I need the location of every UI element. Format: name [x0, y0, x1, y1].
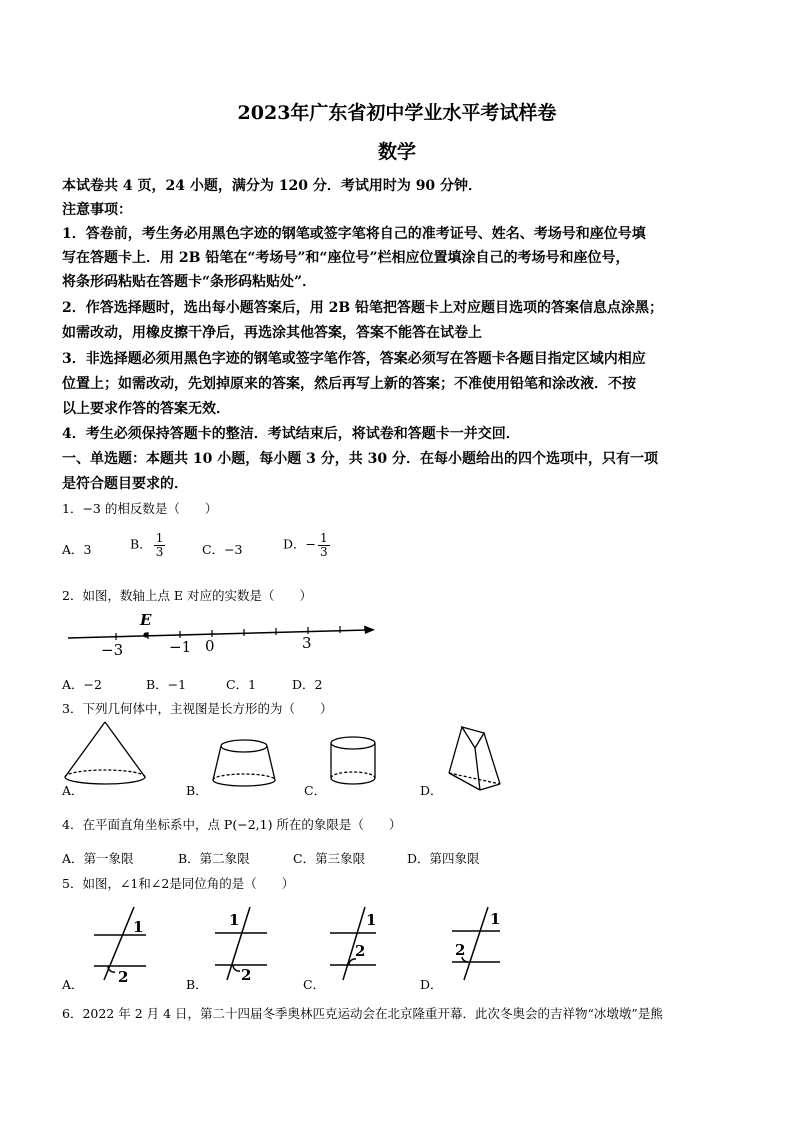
q4-option-b: B．第二象限	[178, 851, 250, 866]
notice-line: 1．答卷前，考生务必用黑色字迹的钢笔或签字笔将自己的准考证号、姓名、考场号和座位号填	[62, 226, 646, 242]
q3-option-c: C．	[304, 783, 327, 798]
q5-option-a: A．	[62, 977, 84, 992]
q2-stem: 2．如图，数轴上点 E 对应的实数是（ ）	[62, 588, 313, 603]
q3-option-a: A．	[62, 783, 84, 798]
notice-line: 写在答题卡上．用 2B 铅笔在“考场号”和“座位号”栏相应位置填涂自己的考场号和座位号，	[62, 250, 630, 266]
angle-label-1: 1	[490, 910, 501, 928]
q2-option-b: B．−1	[146, 677, 187, 692]
angle-label-2: 2	[355, 942, 366, 960]
angle-figure-a	[94, 907, 146, 986]
notice-line: 以上要求作答的答案无效．	[62, 401, 230, 417]
q1-option-c: C．−3	[202, 542, 243, 557]
q4-option-d: D．第四象限	[407, 851, 480, 866]
q6-stem: 6．2022 年 2 月 4 日，第二十四届冬季奥林匹克运动会在北京隆重开幕．此次冬奥会的吉祥物“冰墩墩”是熊	[62, 1006, 663, 1021]
q2-option-c: C．1	[226, 677, 257, 692]
notice-line: 2．作答选择题时，选出每小题答案后，用 2B 铅笔把答题卡上对应题目选项的答案信息点涂黑；	[62, 300, 664, 316]
q1-option-d-label: D．−	[283, 536, 316, 552]
q5-option-b: B．	[186, 977, 208, 992]
angle-label-1: 1	[366, 911, 377, 929]
angle-figure-b	[215, 907, 267, 984]
fraction-num: 1	[155, 531, 164, 545]
angle-label-1: 1	[133, 918, 144, 936]
angle-label-2: 2	[455, 941, 466, 959]
angle-label-2: 2	[118, 968, 129, 986]
q1-option-a: A．3	[62, 542, 92, 557]
notice-line: 如需改动，用橡皮擦干净后，再选涂其他答案，答案不能答在试卷上	[62, 325, 482, 341]
notice-line: 4．考生必须保持答题卡的整洁．考试结束后，将试卷和答题卡一并交回．	[62, 426, 520, 442]
angle-figure-d	[452, 907, 500, 980]
q3-stem: 3．下列几何体中，主视图是长方形的为（ ）	[62, 701, 333, 716]
q3-option-d: D．	[420, 783, 443, 798]
q4-option-a: A．第一象限	[62, 851, 134, 866]
tick-label: −3	[101, 641, 124, 659]
tick-label: −1	[169, 638, 192, 656]
tick-label: 3	[302, 634, 312, 652]
q3-option-b: B．	[186, 783, 208, 798]
point-e-label: E	[140, 611, 152, 629]
angle-figure-c	[330, 907, 376, 980]
exam-summary: 本试卷共 4 页，24 小题，满分为 120 分．考试用时为 90 分钟．	[62, 178, 483, 194]
subject-title: 数学	[377, 141, 416, 163]
exam-title: 2023年广东省初中学业水平考试样卷	[237, 102, 557, 124]
q5-stem: 5．如图，∠1和∠2是同位角的是（ ）	[62, 876, 295, 891]
q4-option-c: C．第三象限	[293, 851, 366, 866]
q5-option-c: C．	[303, 977, 326, 992]
q1-option-b-label: B．	[130, 536, 152, 552]
q4-stem: 4．在平面直角坐标系中，点 P(−2,1) 所在的象限是（ ）	[62, 817, 402, 832]
angle-label-2: 2	[241, 966, 252, 984]
q1-stem: 1．−3 的相反数是（ ）	[62, 501, 218, 516]
fraction-den: 3	[320, 544, 328, 559]
section-heading: 一、单选题：本题共 10 小题，每小题 3 分，共 30 分．在每小题给出的四个选项中，只有一项	[62, 451, 658, 467]
notice-line: 位置上；如需改动，先划掉原来的答案，然后再写上新的答案；不准使用铅笔和涂改液．不按	[62, 376, 636, 392]
q2-option-a: A．−2	[62, 677, 102, 692]
notice-line: 3．非选择题必须用黑色字迹的钢笔或签字笔作答，答案必须写在答题卡各题目指定区域内相应	[62, 351, 646, 367]
tick-label: 0	[205, 637, 215, 655]
notice-heading: 注意事项：	[62, 202, 132, 218]
q2-option-d: D．2	[292, 677, 323, 692]
section-heading: 是符合题目要求的．	[62, 476, 188, 492]
fraction-den: 3	[155, 544, 164, 559]
angle-label-1: 1	[229, 911, 240, 929]
q5-option-d: D．	[420, 977, 443, 992]
fraction-num: 1	[320, 531, 328, 545]
notice-line: 将条形码粘贴在答题卡“条形码粘贴处”．	[62, 274, 317, 290]
